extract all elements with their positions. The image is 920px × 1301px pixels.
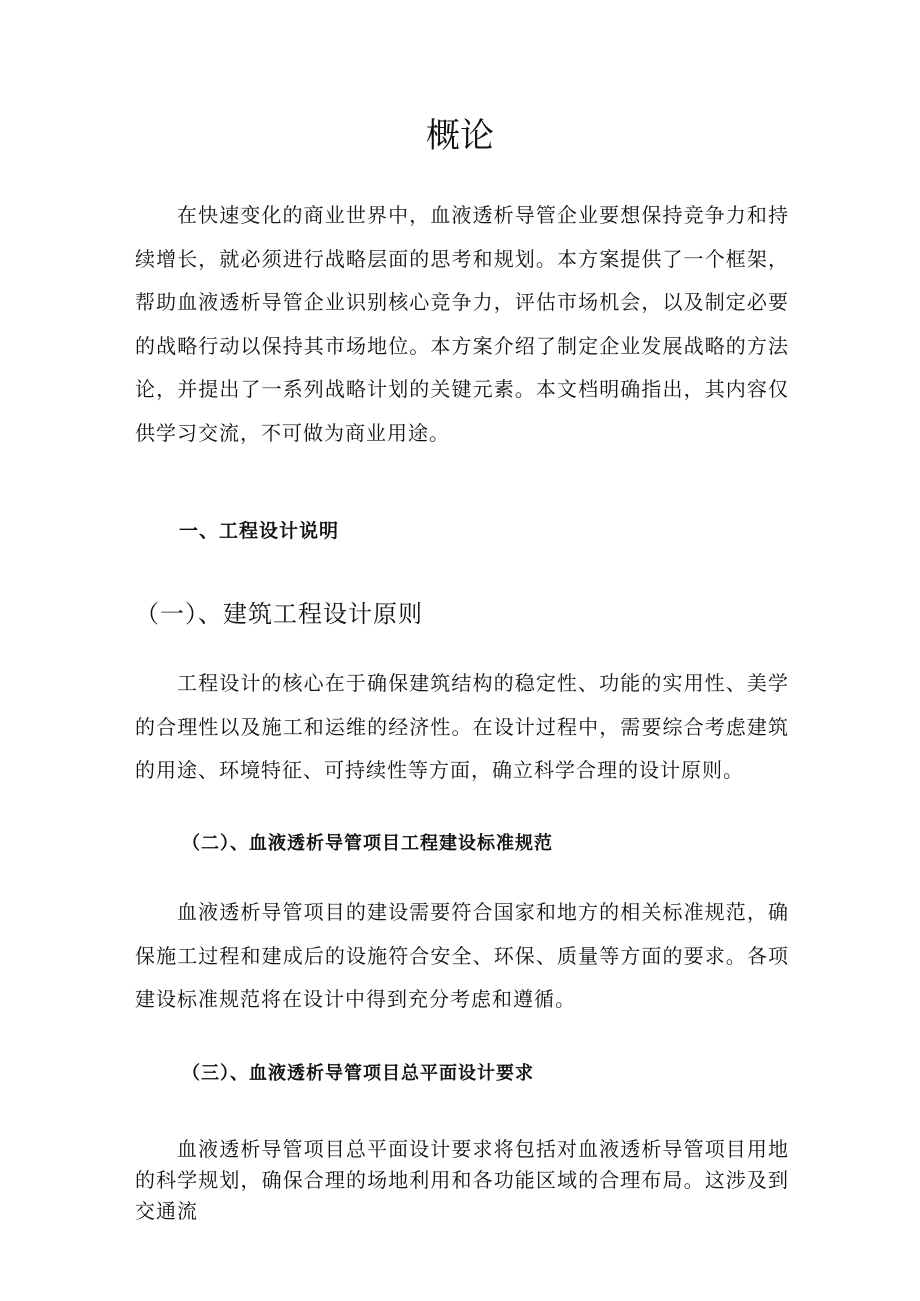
design-principles-paragraph: 工程设计的核心在于确保建筑结构的稳定性、功能的实用性、美学的合理性以及施工和运维的经济性。在设计过程中，需要综合考虑建筑的用途、环境特征、可持续性等方面，确立科学合理的设计原则。 — [135, 671, 789, 782]
subsection-heading-design-principles: （一）、建筑工程设计原则 — [135, 600, 423, 628]
document-title: 概论 — [426, 116, 494, 156]
site-plan-paragraph: 血液透析导管项目总平面设计要求将包括对血液透析导管项目用地的科学规划，确保合理的场地利用和各功能区域的合理布局。这涉及到交通流 — [135, 1137, 789, 1223]
section-heading-engineering-design: 一、工程设计说明 — [179, 520, 340, 542]
standards-paragraph: 血液透析导管项目的建设需要符合国家和地方的相关标准规范，确保施工过程和建成后的设施符合安全、环保、质量等方面的要求。各项建设标准规范将在设计中得到充分考虑和遵循。 — [135, 900, 789, 1011]
subsection-heading-site-plan: （三）、血液透析导管项目总平面设计要求 — [182, 1063, 534, 1084]
intro-paragraph: 在快速变化的商业世界中，血液透析导管企业要想保持竞争力和持续增长，就必须进行战略层面的思考和规划。本方案提供了一个框架，帮助血液透析导管企业识别核心竞争力，评估市场机会，以及制定必要的战略行动以保持其市场地位。本方案介绍了制定企业发展战略的方法论，并提出了一系列战略计划的关键元素。本文档明确指出，其内容仅供学习交流，不可做为商业用途。 — [135, 203, 789, 445]
subsection-heading-standards: （二）、血液透析导管项目工程建设标准规范 — [182, 833, 553, 854]
